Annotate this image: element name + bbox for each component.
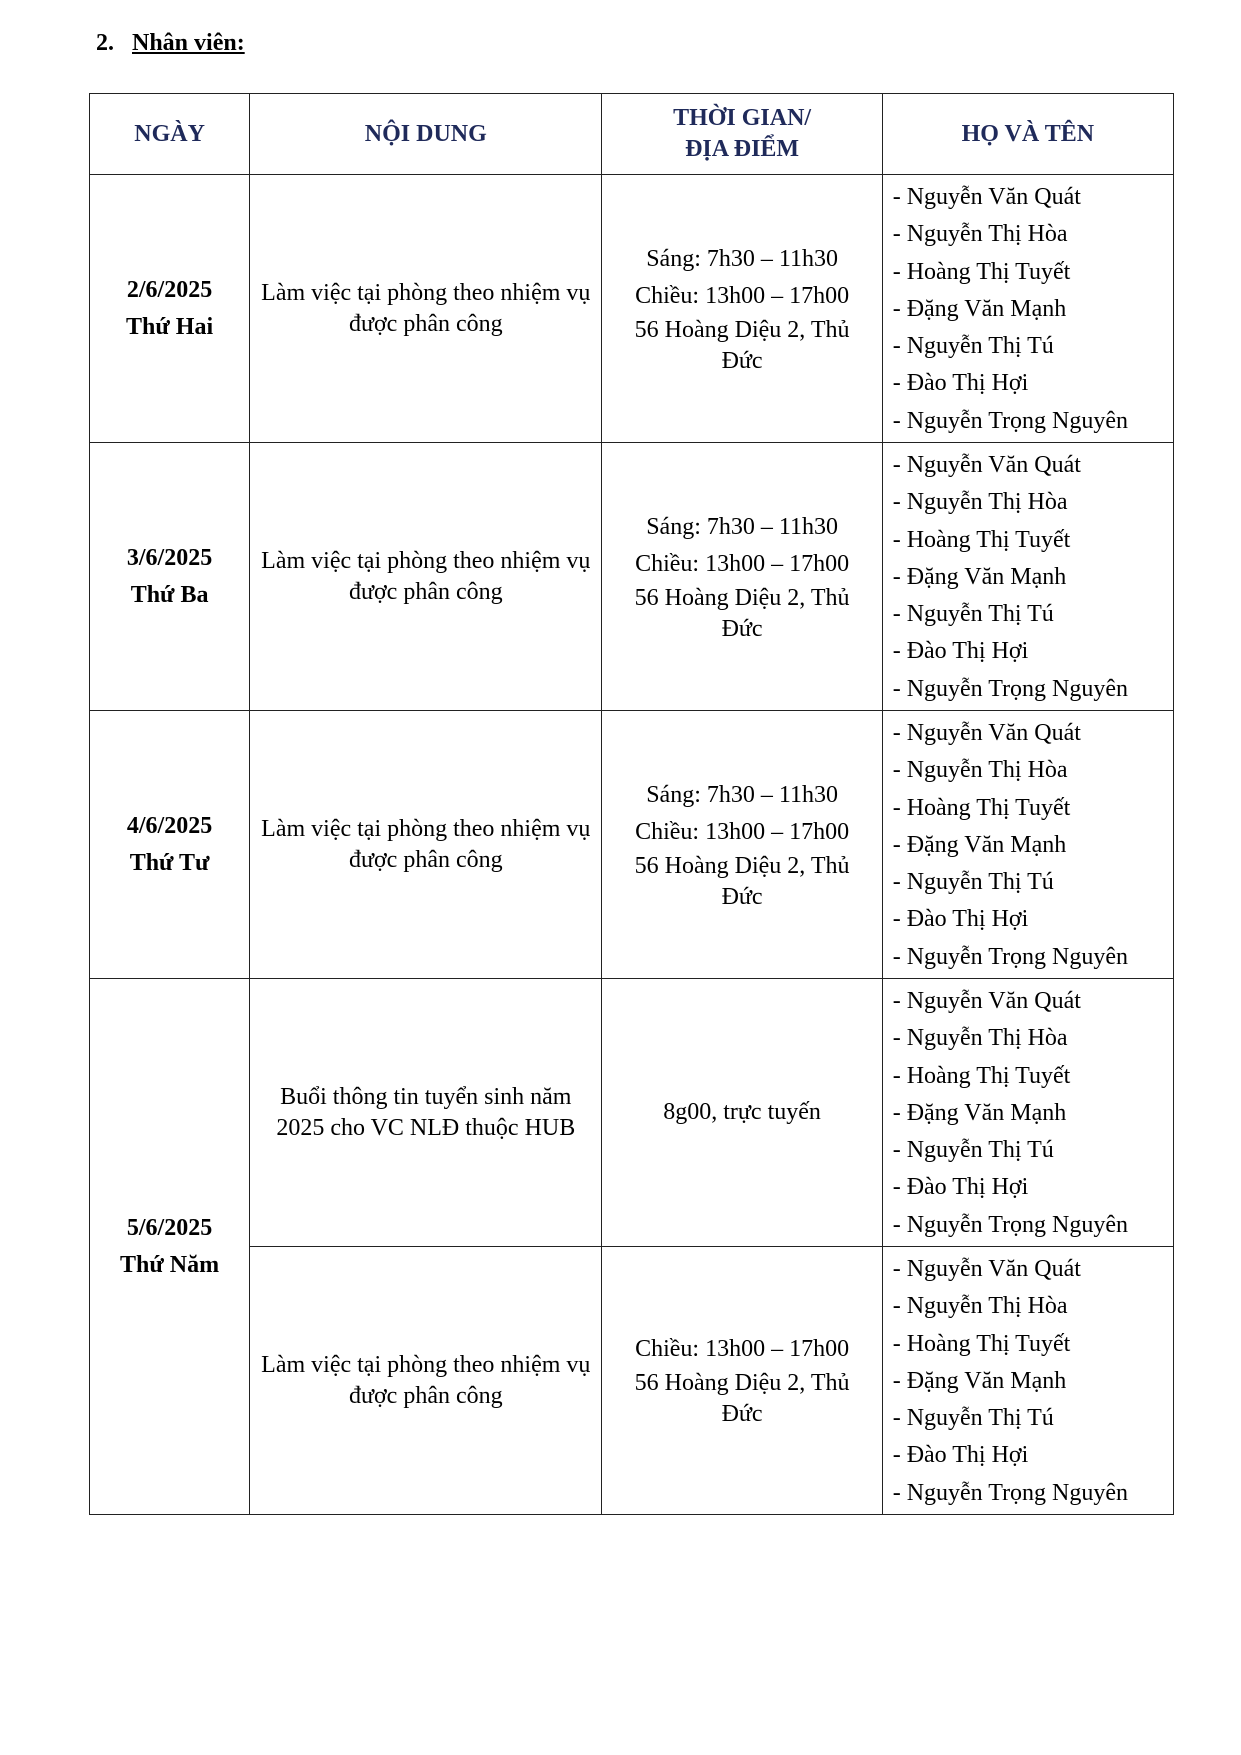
staff-name: - Nguyễn Văn Quát <box>892 988 1081 1014</box>
names-cell <box>882 711 1173 979</box>
staff-name: - Đào Thị Hợi <box>892 638 1029 665</box>
content-cell: Làm việc tại phòng theo nhiệm vụ được phân công <box>250 1247 602 1515</box>
table-row <box>90 979 1174 1247</box>
location: 56 Hoàng Diệu 2, Thủ Đức <box>634 584 850 642</box>
staff-name: - Nguyễn Trọng Nguyên <box>892 407 1129 434</box>
staff-name: - Đặng Văn Mạnh <box>892 1099 1067 1126</box>
time-location-cell <box>602 1247 882 1515</box>
date: 2/6/2025 <box>126 276 213 303</box>
staff-name: - Đặng Văn Mạnh <box>892 295 1067 322</box>
section-number: 2. <box>96 30 114 56</box>
date-cell <box>90 979 250 1515</box>
names-cell <box>882 1247 1173 1515</box>
staff-name: - Nguyễn Văn Quát <box>892 720 1081 746</box>
staff-name: - Đào Thị Hợi <box>892 1442 1029 1469</box>
staff-name: - Nguyễn Thị Hòa <box>892 757 1068 784</box>
staff-name: - Nguyễn Trọng Nguyên <box>892 675 1129 702</box>
header-time-location <box>602 94 882 175</box>
staff-name: - Nguyễn Văn Quát <box>892 1256 1081 1282</box>
staff-name: - Nguyễn Văn Quát <box>892 184 1081 210</box>
staff-name: - Hoàng Thị Tuyết <box>892 1330 1071 1357</box>
table-row <box>90 711 1174 979</box>
time-location-cell <box>602 175 882 443</box>
weekday: Thứ Năm <box>120 1251 220 1278</box>
staff-name: - Nguyễn Thị Hòa <box>892 1025 1068 1052</box>
event-time: 8g00, trực tuyến <box>663 1099 821 1125</box>
staff-name: - Nguyễn Trọng Nguyên <box>892 1479 1129 1506</box>
staff-name: - Nguyễn Thị Tú <box>892 1405 1054 1432</box>
header-date: NGÀY <box>90 94 250 175</box>
staff-schedule-table <box>89 93 1174 1515</box>
header-names: HỌ VÀ TÊN <box>882 94 1173 175</box>
header-content: NỘI DUNG <box>250 94 602 175</box>
names-cell <box>882 443 1173 711</box>
morning-time: Sáng: 7h30 – 11h30 <box>646 513 838 540</box>
staff-name: - Đặng Văn Mạnh <box>892 1367 1067 1394</box>
staff-name: - Nguyễn Thị Tú <box>892 869 1054 896</box>
time-location-cell <box>602 711 882 979</box>
staff-name: - Hoàng Thị Tuyết <box>892 794 1071 821</box>
section-heading <box>96 30 245 57</box>
header-time-line1: THỜI GIAN/ <box>673 105 812 131</box>
staff-name: - Nguyễn Văn Quát <box>892 452 1081 478</box>
staff-name: - Nguyễn Thị Tú <box>892 601 1054 628</box>
content-cell: Làm việc tại phòng theo nhiệm vụ được phân công <box>250 711 602 979</box>
time-location-cell <box>602 443 882 711</box>
date: 3/6/2025 <box>126 544 213 571</box>
staff-name: - Nguyễn Thị Hòa <box>892 489 1068 516</box>
location: 56 Hoàng Diệu 2, Thủ Đức <box>634 852 850 910</box>
staff-name: - Hoàng Thị Tuyết <box>892 1062 1071 1089</box>
staff-name: - Đào Thị Hợi <box>892 1174 1029 1201</box>
names-cell <box>882 175 1173 443</box>
content-cell: Buổi thông tin tuyển sinh năm 2025 cho VC NLĐ thuộc HUB <box>250 979 602 1247</box>
morning-time: Sáng: 7h30 – 11h30 <box>646 245 838 272</box>
table-row <box>90 175 1174 443</box>
header-row <box>90 94 1174 175</box>
time-location-cell <box>602 979 882 1247</box>
morning-time: Sáng: 7h30 – 11h30 <box>646 781 838 808</box>
location: 56 Hoàng Diệu 2, Thủ Đức <box>634 316 850 374</box>
names-cell <box>882 979 1173 1247</box>
staff-name: - Nguyễn Thị Hòa <box>892 221 1068 248</box>
table-row <box>90 1247 1174 1515</box>
section-title: Nhân viên: <box>132 30 245 56</box>
staff-name: - Nguyễn Trọng Nguyên <box>892 943 1129 970</box>
staff-name: - Hoàng Thị Tuyết <box>892 526 1071 553</box>
date: 4/6/2025 <box>126 812 213 839</box>
date: 5/6/2025 <box>126 1214 213 1241</box>
content-cell: Làm việc tại phòng theo nhiệm vụ được phân công <box>250 443 602 711</box>
date-cell <box>90 711 250 979</box>
date-cell <box>90 175 250 443</box>
staff-name: - Nguyễn Trọng Nguyên <box>892 1211 1129 1238</box>
weekday: Thứ Hai <box>126 313 214 340</box>
table-row <box>90 443 1174 711</box>
header-time-line2: ĐỊA ĐIỂM <box>685 136 800 162</box>
staff-name: - Nguyễn Thị Tú <box>892 1137 1054 1164</box>
location: 56 Hoàng Diệu 2, Thủ Đức <box>634 1370 850 1427</box>
staff-name: - Đặng Văn Mạnh <box>892 563 1067 590</box>
afternoon-time: Chiều: 13h00 – 17h00 <box>635 550 850 577</box>
weekday: Thứ Tư <box>129 849 210 876</box>
staff-name: - Nguyễn Thị Hòa <box>892 1293 1068 1320</box>
content-cell: Làm việc tại phòng theo nhiệm vụ được phân công <box>250 175 602 443</box>
staff-name: - Hoàng Thị Tuyết <box>892 258 1071 285</box>
staff-name: - Đào Thị Hợi <box>892 906 1029 933</box>
afternoon-time: Chiều: 13h00 – 17h00 <box>635 1336 850 1362</box>
weekday: Thứ Ba <box>130 581 209 608</box>
afternoon-time: Chiều: 13h00 – 17h00 <box>635 818 850 845</box>
afternoon-time: Chiều: 13h00 – 17h00 <box>635 282 850 309</box>
staff-name: - Đặng Văn Mạnh <box>892 831 1067 858</box>
staff-name: - Đào Thị Hợi <box>892 370 1029 397</box>
staff-name: - Nguyễn Thị Tú <box>892 333 1054 360</box>
date-cell <box>90 443 250 711</box>
